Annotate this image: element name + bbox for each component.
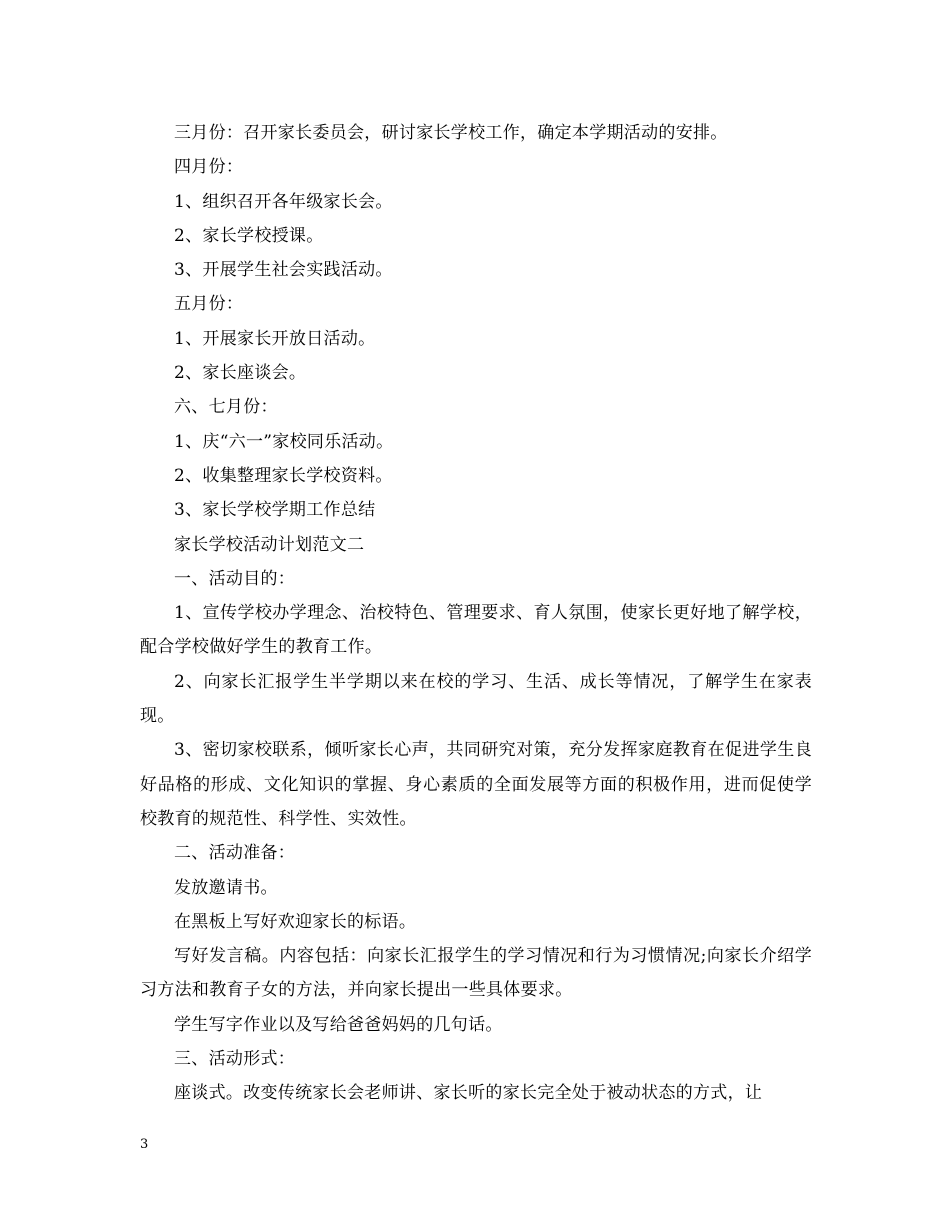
- list-item: 1、组织召开各年级家长会。: [174, 191, 393, 212]
- heading-format: 三、活动形式：: [174, 1049, 296, 1070]
- list-item: 2、家长座谈会。: [174, 363, 307, 384]
- purpose-item: 2、向家长汇报学生半学期以来在校的学习、生活、成长等情况，了解学生在家表现。: [140, 671, 812, 727]
- list-item: 2、家长学校授课。: [174, 225, 324, 246]
- format-item: 座谈式。改变传统家长会老师讲、家长听的家长完全处于被动状态的方式，让: [174, 1083, 763, 1104]
- preparation-item: 学生写字作业以及写给爸爸妈妈的几句话。: [174, 1014, 503, 1035]
- heading-april: 四月份：: [174, 157, 244, 178]
- preparation-item: 发放邀请书。: [174, 877, 278, 898]
- preparation-item: 写好发言稿。内容包括：向家长汇报学生的学习情况和行为习惯情况;向家长介绍学习方法和教育子女的方法，并向家长提出一些具体要求。: [140, 946, 812, 1001]
- preparation-item: 在黑板上写好欢迎家长的标语。: [174, 911, 417, 932]
- list-item: 3、开展学生社会实践活动。: [174, 260, 393, 281]
- section-title: 家长学校活动计划范文二: [174, 534, 365, 555]
- paragraph-march: 三月份：召开家长委员会，研讨家长学校工作，确定本学期活动的安排。: [174, 123, 728, 143]
- list-item: 1、庆“六一”家校同乐活动。: [174, 431, 394, 452]
- page-number: 3: [140, 1137, 149, 1152]
- heading-preparation: 二、活动准备：: [174, 843, 296, 864]
- list-item: 2、收集整理家长学校资料。: [174, 465, 393, 486]
- heading-purpose: 一、活动目的：: [174, 568, 296, 589]
- heading-may: 五月份：: [174, 294, 244, 315]
- heading-june-july: 六、七月份：: [174, 397, 278, 418]
- document-body: [140, 116, 812, 1111]
- purpose-item: 3、密切家校联系，倾听家长心声，共同研究对策，充分发挥家庭教育在促进学生良好品格的形成、文化知识的掌握、身心素质的全面发展等方面的积极作用，进而促使学校教育的规范性、科学性、实效性。: [140, 740, 812, 829]
- list-item: 1、开展家长开放日活动。: [174, 328, 376, 349]
- list-item: 3、家长学校学期工作总结: [174, 500, 376, 521]
- purpose-item: 1、宣传学校办学理念、治校特色、管理要求、育人氛围，使家长更好地了解学校，配合学校做好学生的教育工作。: [140, 603, 812, 658]
